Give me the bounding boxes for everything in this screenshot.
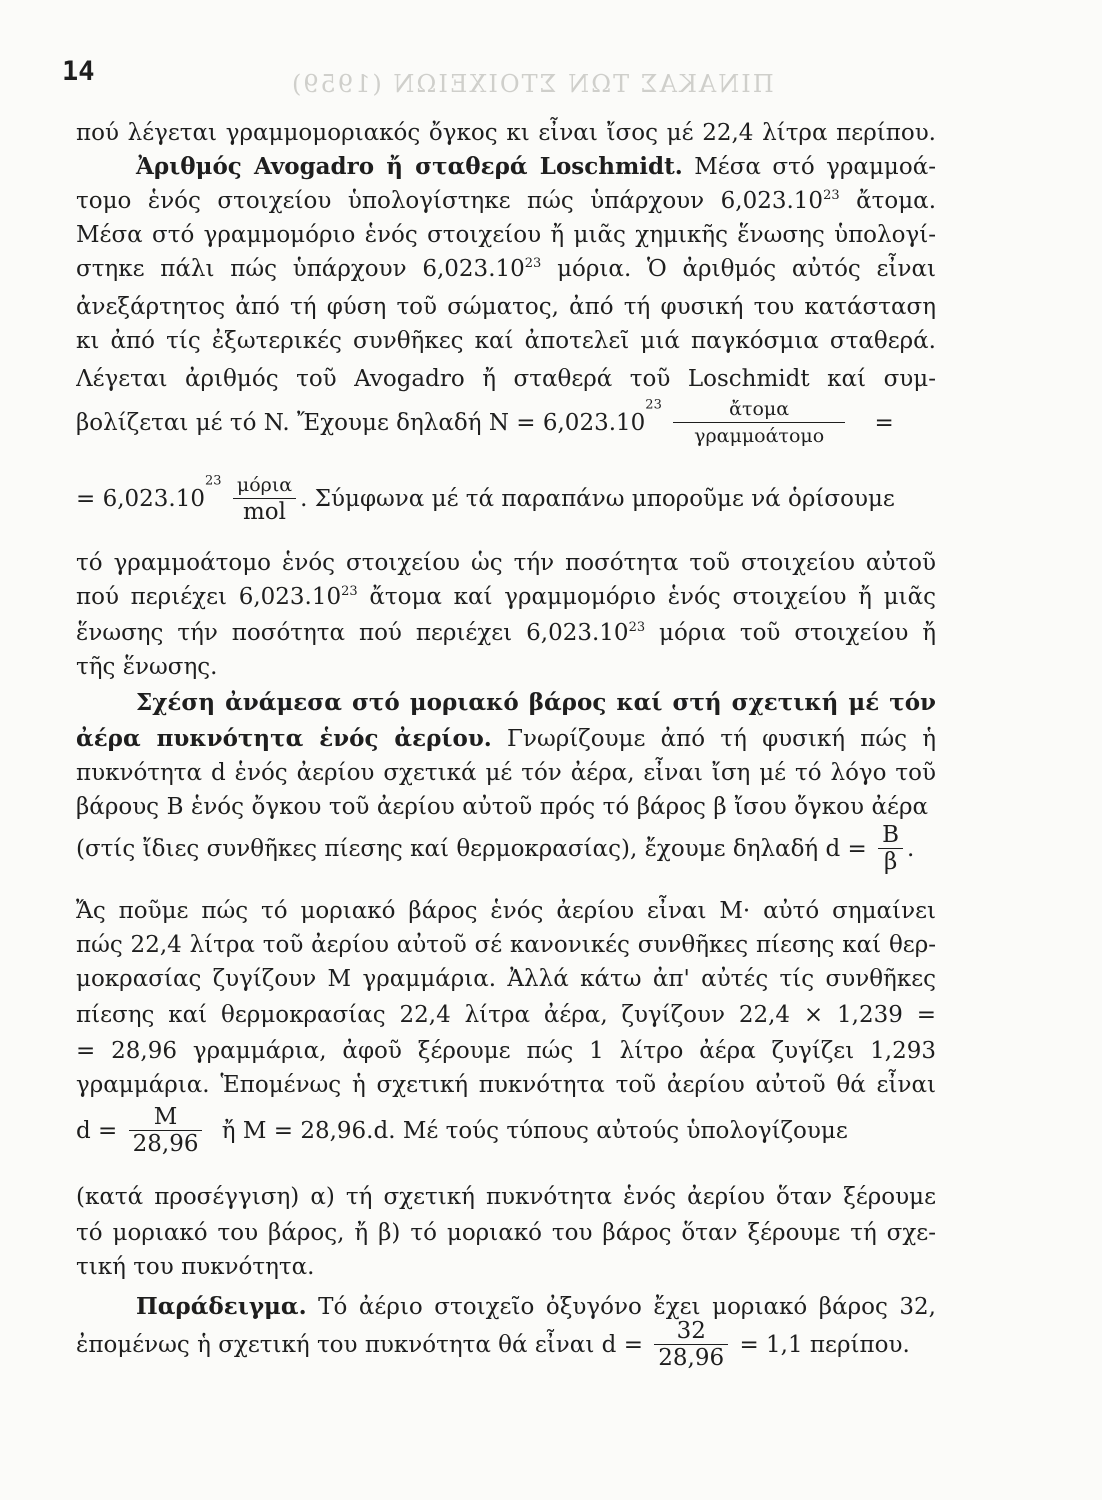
fraction-m-over-2896: $\frac{M}{28,96}$ (129, 1104, 203, 1157)
text-line: Παράδειγμα. Τό ἀέριο στοιχεῖο ὀξυγόνο ἔχει μοριακό βάρος 32, (136, 1293, 936, 1320)
text-line: Ἀριθμός Avogadro ἤ σταθερά Loschmidt. Μέσα στό γραμμοά- (136, 153, 936, 180)
equation-line: = $6,023.10^{23}$ $\frac{\text{μόρια}}{\text{mol}}$ . Σύμφωνα μέ τά παραπάνω μποροῦμε νά ὁρίσουμε (76, 473, 895, 525)
text-line: κι ἀπό τίς ἐξωτερικές συνθῆκες καί ἀποτελεῖ μιά παγκόσμια σταθερά. (76, 328, 936, 354)
text-line: τομο ἑνός στοιχείου ὑπολογίστηκε πώς ὑπάρχουν 6,023.10$^{23}$ ἄτομα. (76, 188, 936, 214)
text-line: = 28,96 γραμμάρια, ἀφοῦ ξέρουμε πώς 1 λίτρο ἀέρα ζυγίζει 1,293 (76, 1038, 936, 1064)
text-line: τική του πυκνότητα. (76, 1254, 315, 1280)
text-line: πίεσης καί θερμοκρασίας 22,4 λίτρα ἀέρα, ζυγίζουν 22,4 × 1,239 = (76, 1002, 936, 1028)
equation-line: βολίζεται μέ τό N. Ἔχουμε δηλαδή $N = 6,023.10^{23}$ $\frac{\text{ἄτομα}}{\text{γραμμοάτομο}}$ = (76, 397, 894, 447)
text-line: ἀνεξάρτητος ἀπό τή φύση τοῦ σώματος, ἀπό τή φυσική του κατάσταση (76, 294, 936, 320)
text-line: τό γραμμοάτομο ἑνός στοιχείου ὡς τήν ποσότητα τοῦ στοιχείου αὐτοῦ (76, 550, 936, 576)
text-line: γραμμάρια. Ἑπομένως ἡ σχετική πυκνότητα τοῦ ἀερίου αὐτοῦ θά εἶναι (76, 1072, 936, 1098)
text-line: στηκε πάλι πώς ὑπάρχουν 6,023.10$^{23}$ μόρια. Ὁ ἀριθμός αὐτός εἶναι (76, 256, 936, 282)
text-line: μοκρασίας ζυγίζουν M γραμμάρια. Ἀλλά κάτω ἀπ' αὐτές τίς συνθῆκες (76, 966, 936, 992)
text-line: πυκνότητα d ἑνός ἀερίου σχετικά μέ τόν ἀέρα, εἶναι ἴση μέ τό λόγο τοῦ (76, 760, 936, 786)
text-line: ἀέρα πυκνότητα ἑνός ἀερίου. Γνωρίζουμε ἀπό τή φυσική πώς ἡ (76, 725, 936, 752)
text-line: βάρους B ἑνός ὄγκου τοῦ ἀερίου αὐτοῦ πρός τό βάρος β ἴσου ὄγκου ἀέρα (76, 794, 928, 820)
text-line: Λέγεται ἀριθμός τοῦ Avogadro ἤ σταθερά τοῦ Loschmidt καί συμ- (76, 366, 936, 392)
bleed-through-header: ΠΙΝΑΚΑΣ ΤΩΝ ΣΤΟΙΧΕΙΩΝ (1959) (290, 70, 774, 98)
text-line: (κατά προσέγγιση) α) τή σχετική πυκνότητα ἑνός ἀερίου ὅταν ξέρουμε (76, 1184, 936, 1210)
equation-line: (στίς ἴδιες συνθῆκες πίεσης καί θερμοκρασίας), ἔχουμε δηλαδή d = $\frac{B}{\beta}$ . (76, 822, 915, 875)
page-number: 14 (62, 56, 95, 87)
text-line (76, 686, 936, 720)
section-heading-density: Σχέση ἀνάμεσα στό μοριακό βάρος καί στή σχετική μέ τόν (136, 689, 936, 716)
text-line: τό μοριακό του βάρος, ἤ β) τό μοριακό του βάρος ὅταν ξέρουμε τή σχε- (76, 1220, 936, 1246)
fraction-atoms-per-gram-atom: $\frac{\text{ἄτομα}}{\text{γραμμοάτομο}}$ (673, 396, 845, 449)
text-line: πώς 22,4 λίτρα τοῦ ἀερίου αὐτοῦ σέ κανονικές συνθῆκες πίεσης καί θερ- (76, 932, 936, 958)
equation-line: ἐπομένως ἡ σχετική του πυκνότητα θά εἶναι d = $\frac{32}{28,96}$ = 1,1 περίπου. (76, 1318, 910, 1371)
text-line: πού περιέχει 6,023.10$^{23}$ ἄτομα καί γραμμομόριο ἑνός στοιχείου ἤ μιᾶς (76, 584, 936, 610)
section-heading-avogadro: Ἀριθμός Avogadro ἤ σταθερά Loschmidt. (136, 153, 683, 180)
text-line: τῆς ἕνωσης. (76, 654, 218, 680)
text-line: Ἄς ποῦμε πώς τό μοριακό βάρος ἑνός ἀερίου εἶναι M· αὐτό σημαίνει (76, 898, 936, 924)
example-heading: Παράδειγμα. (136, 1293, 307, 1320)
fraction-b-over-beta: $\frac{B}{\beta}$ (878, 822, 903, 875)
fraction-molecules-per-mol: $\frac{\text{μόρια}}{\text{mol}}$ (233, 472, 296, 525)
text-line: πού λέγεται γραμμομοριακός ὄγκος κι εἶναι ἴσος μέ 22,4 λίτρα περίπου. (76, 120, 936, 146)
equation-line: d = $\frac{M}{28,96}$ ἤ M = 28,96.d. Μέ τούς τύπους αὐτούς ὑπολογίζουμε (76, 1104, 848, 1157)
fraction-32-over-2896: $\frac{32}{28,96}$ (654, 1318, 728, 1371)
text-line: ἕνωσης τήν ποσότητα πού περιέχει 6,023.10$^{23}$ μόρια τοῦ στοιχείου ἤ (76, 620, 936, 646)
text-line: Μέσα στό γραμμομόριο ἑνός στοιχείου ἤ μιᾶς χημικῆς ἕνωσης ὑπολογί- (76, 222, 936, 248)
